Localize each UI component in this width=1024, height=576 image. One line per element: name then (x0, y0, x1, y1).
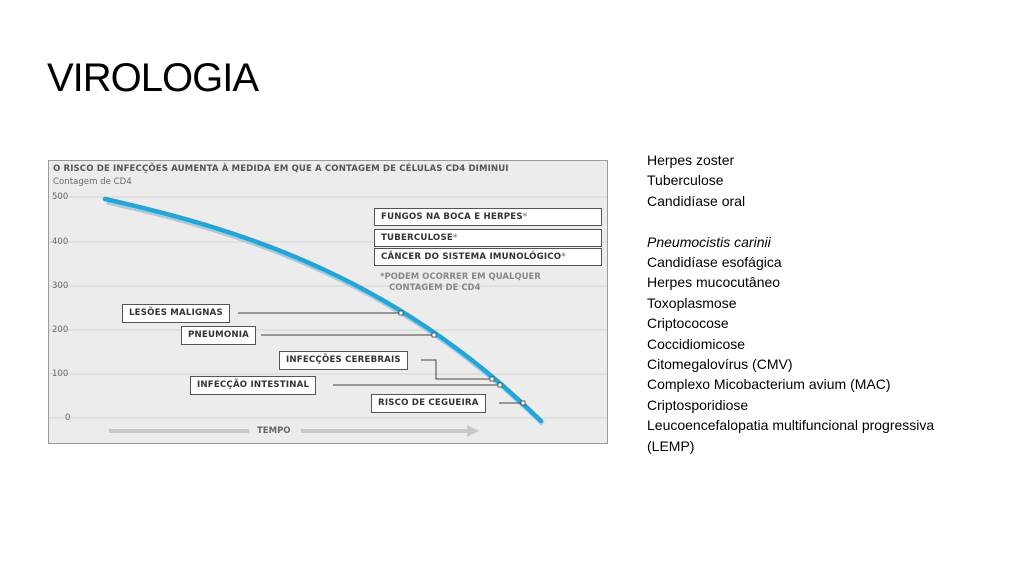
label-cancer (374, 248, 602, 266)
label-cancer-asterisk: * (561, 252, 566, 262)
asterisk-note (380, 272, 541, 294)
label-cerebrais: INFECÇÕES CEREBRAIS (279, 351, 408, 370)
note-line-1: *PODEM OCORRER EM QUALQUER (380, 272, 541, 282)
list-item: Leucoencefalopatia multifuncional progressiva (647, 417, 935, 434)
marker-pneumonia (432, 333, 436, 337)
diagram-graphics (49, 161, 607, 443)
list-item: Criptosporidiose (647, 396, 749, 413)
list-item: Candidíase esofágica (647, 254, 782, 271)
list-item: Herpes mucocutâneo (647, 274, 781, 291)
marker-cerebrais (490, 377, 494, 381)
y-tick-0: 0 (65, 413, 71, 423)
y-tick-300: 300 (52, 281, 69, 291)
y-tick-500: 500 (52, 192, 69, 202)
label-cancer-text: CÂNCER DO SISTEMA IMUNOLÓGICO (381, 252, 562, 262)
list-item: Complexo Micobacterium avium (MAC) (647, 376, 891, 393)
label-tuberculose (374, 229, 602, 247)
cd4-risk-diagram (48, 160, 608, 444)
list-item: Citomegalovírus (CMV) (647, 356, 793, 373)
note-line-2: CONTAGEM DE CD4 (389, 283, 481, 293)
label-intestinal: INFECÇÃO INTESTINAL (190, 376, 316, 395)
time-axis-label: TEMPO (257, 426, 291, 436)
list-item: Criptococose (647, 315, 729, 332)
label-pneumonia: PNEUMONIA (181, 326, 256, 345)
marker-intestinal (498, 383, 502, 387)
y-tick-100: 100 (52, 369, 69, 379)
time-arrow-head (467, 425, 479, 437)
marker-lesoes (399, 311, 403, 315)
list-spacer (647, 211, 987, 231)
label-cegueira: RISCO DE CEGUEIRA (371, 394, 486, 413)
y-axis-label: Contagem de CD4 (53, 177, 132, 187)
list-item: Candidíase oral (647, 192, 746, 209)
label-fungos-text: FUNGOS NA BOCA E HERPES (381, 212, 523, 222)
y-tick-400: 400 (52, 237, 69, 247)
diagram-heading: O RISCO DE INFECÇÕES AUMENTA À MEDIDA EM QUE A CONTAGEM DE CÉLULAS CD4 DIMINUI (53, 164, 509, 174)
infection-list (647, 150, 987, 456)
list-item: Pneumocistis carinii (647, 233, 771, 250)
list-item: Herpes zoster (647, 152, 735, 168)
label-fungos-asterisk: * (522, 212, 528, 222)
marker-cegueira (521, 401, 525, 405)
label-tuberculose-text: TUBERCULOSE (381, 233, 453, 243)
list-item: Toxoplasmose (647, 294, 737, 311)
y-tick-200: 200 (52, 325, 69, 335)
slide-title: VIROLOGIA (47, 56, 259, 100)
list-item: (LEMP) (647, 437, 695, 454)
list-item: Coccidiomicose (647, 335, 746, 352)
label-fungos (374, 208, 602, 226)
list-item: Tuberculose (647, 172, 724, 189)
label-lesoes: LESÕES MALIGNAS (122, 304, 230, 323)
label-tuberculose-asterisk: * (452, 233, 458, 243)
